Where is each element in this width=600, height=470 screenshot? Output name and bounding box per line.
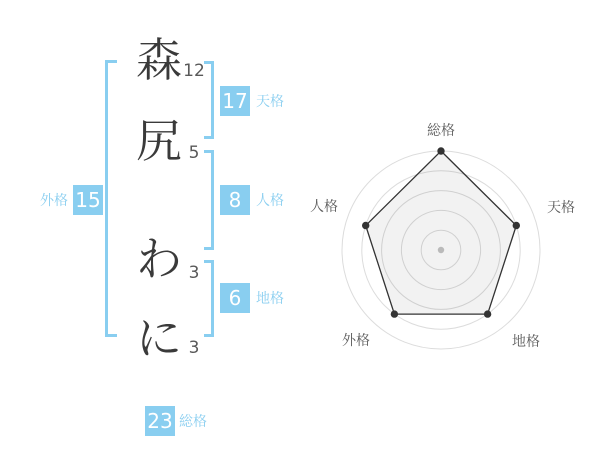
- gaikaku-bracket: [105, 60, 117, 337]
- radar-axis-label: 総格: [427, 123, 455, 139]
- name-char-4: に: [136, 311, 182, 365]
- tenkaku-bracket: [204, 61, 214, 139]
- chikaku-bracket: [204, 260, 214, 337]
- radar-data-point: [437, 147, 444, 154]
- gaikaku-value-badge: 15: [73, 185, 103, 215]
- name-char-2: 尻: [136, 114, 182, 168]
- stroke-count-3: 3: [188, 263, 200, 283]
- radar-data-point: [513, 222, 520, 229]
- jinkaku-label: 人格: [256, 193, 284, 209]
- radar-axis-label: 天格: [547, 200, 575, 216]
- chikaku-value-badge: 6: [220, 283, 250, 313]
- radar-chart: [301, 110, 581, 390]
- radar-data-point: [484, 310, 491, 317]
- stroke-count-4: 3: [188, 338, 200, 358]
- radar-data-polygon: [366, 151, 517, 314]
- radar-axis-label: 人格: [310, 199, 338, 215]
- gaikaku-label: 外格: [40, 193, 68, 209]
- name-char-1: 森: [136, 33, 182, 87]
- tenkaku-label: 天格: [256, 94, 284, 110]
- soukaku-label: 総格: [179, 414, 207, 430]
- name-char-3: わ: [136, 232, 182, 286]
- tenkaku-value-badge: 17: [220, 86, 250, 116]
- jinkaku-bracket: [204, 150, 214, 250]
- radar-data-point: [362, 222, 369, 229]
- stroke-count-1: 12: [183, 61, 205, 81]
- chikaku-label: 地格: [256, 291, 284, 307]
- jinkaku-value-badge: 8: [220, 185, 250, 215]
- soukaku-value-badge: 23: [145, 406, 175, 436]
- radar-axis-label: 外格: [342, 333, 370, 349]
- radar-data-point: [391, 310, 398, 317]
- radar-axis-label: 地格: [512, 334, 540, 350]
- stroke-count-2: 5: [188, 143, 200, 163]
